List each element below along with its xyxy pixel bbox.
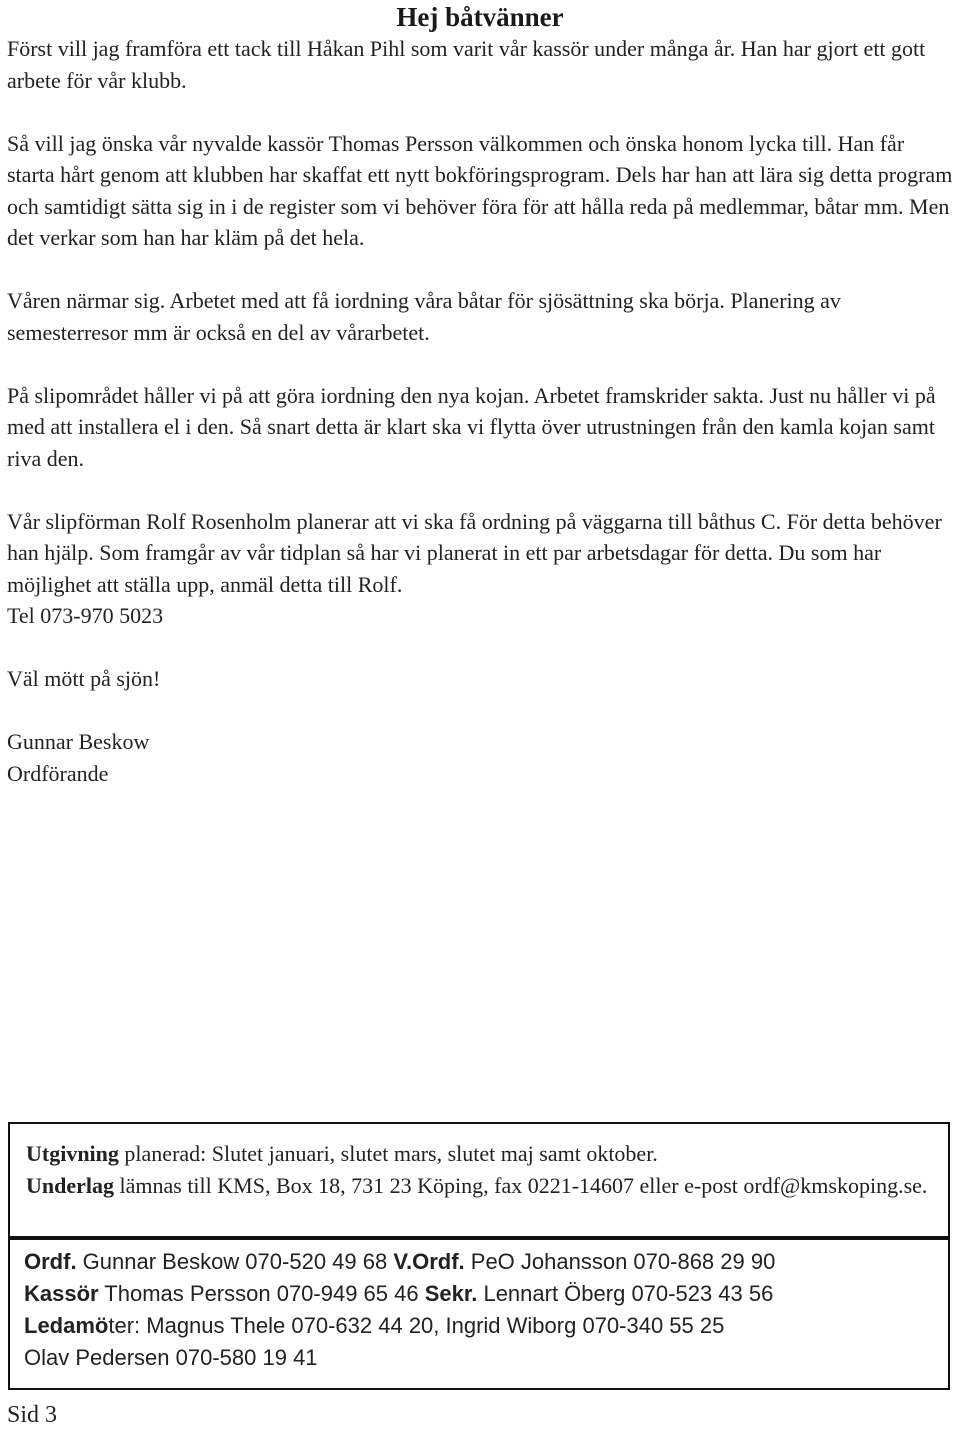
- secretary-label: Sekr.: [424, 1281, 478, 1306]
- contact-box: [8, 1238, 950, 1390]
- vice-chair-text: PeO Johansson 070-868 29 90: [464, 1249, 776, 1274]
- chair-label: Ordf.: [24, 1249, 77, 1274]
- members-text: ter: Magnus Thele 070-632 44 20, Ingrid Wiborg 070-340 55 25: [108, 1313, 725, 1338]
- publication-text: planerad: Slutet januari, slutet mars, slutet maj samt oktober.: [118, 1141, 658, 1166]
- submission-text: lämnas till KMS, Box 18, 731 23 Köping, fax 0221-14607 eller e-post ordf@kmskoping.se.: [114, 1173, 928, 1198]
- treasurer-label: Kassör: [24, 1281, 99, 1306]
- contact-line-members: [24, 1310, 948, 1342]
- contact-line-officers: [24, 1278, 948, 1310]
- chair-text: Gunnar Beskow 070-520 49 68: [76, 1249, 394, 1274]
- signature-role: Ordförande: [7, 760, 109, 786]
- paragraph-phone: Tel 073-970 5023: [7, 603, 164, 628]
- vice-chair-label: V.Ordf.: [393, 1249, 465, 1274]
- page-number: Sid 3: [7, 1402, 58, 1428]
- treasurer-text: Thomas Persson 070-949 65 46: [98, 1281, 425, 1306]
- paragraph-boathouse: Vår slipförman Rolf Rosenholm planerar att vi ska få ordning på väggarna till båthus C. För detta behöver han hjälp. Som framgår av vår tidplan så har vi planerat in ett par arbetsdagar för detta. Du som har möjlighet att ställa upp, anmäl detta till Rolf.: [7, 508, 942, 597]
- contact-line-members-2: Olav Pedersen 070-580 19 41: [24, 1345, 318, 1370]
- submission-label: Underlag: [26, 1173, 114, 1198]
- submission-line: [26, 1170, 948, 1202]
- paragraph-spring: Våren närmar sig. Arbetet med att få iordning våra båtar för sjösättning ska börja. Planering av semesterresor mm är också en del av vårarbetet.: [7, 288, 841, 345]
- letter-body: [7, 33, 953, 789]
- paragraph-slip-area: På slipområdet håller vi på att göra iordning den nya kojan. Arbetet framskrider sakta. Just nu håller vi på med att installera el i den. Så snart detta är klart ska vi flytta över utrustningen från den kamla kojan samt riva den.: [7, 382, 936, 471]
- secretary-text: Lennart Öberg 070-523 43 56: [477, 1281, 774, 1306]
- publication-info-box: [8, 1122, 950, 1240]
- paragraph-new-treasurer: Så vill jag önska vår nyvalde kassör Thomas Persson välkommen och önska honom lycka till. Han får starta hårt genom att klubben har skaffat ett nytt bokföringsprogram. Dels har han att lära sig detta program och samtidigt sätta sig in i de register som vi behöver föra för att hålla reda på medlemmar, båtar mm. Men det verkar som han har kläm på det hela.: [7, 130, 953, 250]
- paragraph-greeting: Väl mött på sjön!: [7, 666, 161, 691]
- paragraph-thanks: Först vill jag framföra ett tack till Håkan Pihl som varit vår kassör under många år. Han har gjort ett gott arbete för vår klubb.: [7, 36, 926, 93]
- signature-name: Gunnar Beskow: [7, 729, 150, 754]
- page-title: Hej båtvänner: [396, 2, 564, 32]
- members-label: Ledamö: [24, 1313, 109, 1338]
- signature: [7, 726, 953, 789]
- publication-label: Utgivning: [26, 1141, 119, 1166]
- publication-line: [26, 1138, 948, 1170]
- contact-line-chairs: [24, 1246, 948, 1278]
